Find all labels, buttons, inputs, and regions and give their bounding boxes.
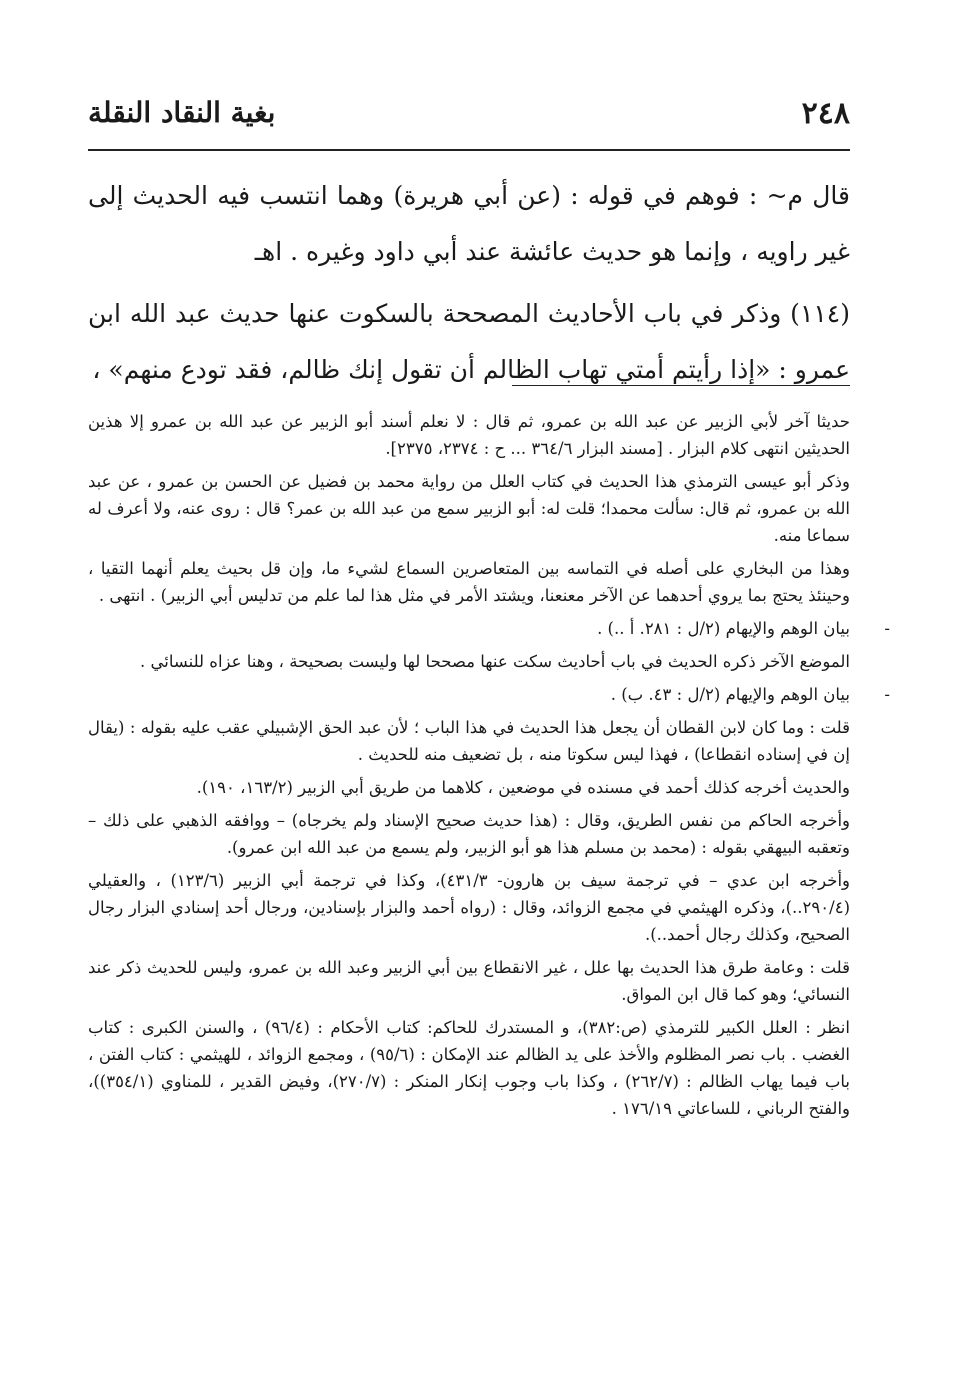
- footnote-separator: [512, 385, 850, 386]
- footnote-reference: بيان الوهم والإيهام (٢/ل : ٢٨١. أ ..) .: [597, 619, 850, 638]
- footnote-paragraph: وأخرجه الحاكم من نفس الطريق، وقال : (هذا حديث صحيح الإسناد ولم يخرجاه) – ووافقه الذهبي على ذلك – وتعقبه البيهقي بقوله : (محمد بن مسلم هذا هو أبو الزبير، ولم يسمع من عبد الله ابن عمرو).: [88, 811, 850, 857]
- footnote-paragraph: وأخرجه ابن عدي – في ترجمة سيف بن هارون- ٤٣١/٣)، وكذا في ترجمة أبي الزبير (١٢٣/٦) ، والعقيلي (٢٩٠/٤..)، وذكره الهيثمي في مجمع الزوائد، وقال : (رواه أحمد والبزار بإسنادين، ورجال أحد إسنادي البزار رجال الصحيح، وكذلك رجال أحمد..).: [88, 871, 850, 944]
- footnote-paragraph: حديثا آخر لأبي الزبير عن عبد الله بن عمرو، ثم قال : لا نعلم أسند أبو الزبير عن عبد الله بن عمرو إلا هذين الحديثين انتهى كلام البزار . [مسند البزار ٣٦٤/٦ ... ح : ٢٣٧٤، ٢٣٧٥].: [88, 412, 850, 458]
- main-text: [88, 168, 850, 404]
- footnote-paragraph: والحديث أخرجه كذلك أحمد في مسنده في موضعين ، كلاهما من طريق أبي الزبير (١٦٣/٢، ١٩٠).: [196, 778, 850, 797]
- footnote-bullet-item: [88, 615, 890, 642]
- main-paragraph: (١١٤) وذكر في باب الأحاديث المصححة بالسكوت عنها حديث عبد الله ابن عمرو : «إذا رأيتم أمتي تهاب الظالم أن تقول إنك ظالم، فقد تودع منهم» ،: [88, 299, 850, 384]
- footnote-paragraph: وذكر أبو عيسى الترمذي هذا الحديث في كتاب العلل من رواية محمد بن فضيل عن الحسن بن عمرو ، عن عبد الله بن عمرو، ثم قال: سألت محمدا؛ قلت له: أبو الزبير سمع من عبد الله بن عمر؟ قال : روى عنه، ولا أعرف له سماعا منه.: [88, 472, 850, 545]
- bullet-dash: -: [884, 619, 890, 638]
- footnote-paragraph: قلت : وعامة طرق هذا الحديث بها علل ، غير الانقطاع بين أبي الزبير وعبد الله بن عمرو، وليس للحديث ذكر عند النسائي؛ وهو كما قال ابن المواق.: [88, 958, 850, 1004]
- footnote-paragraph: وهذا من البخاري على أصله في التماسه بين المتعاصرين السماع لشيء ما، وإن قل بحيث يعلم أنهما التقيا ، وحينئذ يحتج بما يروي أحدهما عن الآخر معنعنا، ويشتد الأمر في مثل هذا لما علم من تدليس أبي الزبير) . انتهى .: [88, 559, 850, 605]
- footnote-bullet-item: [88, 681, 890, 708]
- footnote-reference: بيان الوهم والإيهام (٢/ل : ٤٣. ب) .: [610, 685, 850, 704]
- bullet-dash: -: [884, 685, 890, 704]
- header-rule: [88, 149, 850, 151]
- footnotes: [88, 408, 890, 1128]
- book-title: بغية النقاد النقلة: [88, 96, 276, 129]
- footnote-paragraph: قلت : وما كان لابن القطان أن يجعل هذا الحديث في هذا الباب ؛ لأن عبد الحق الإشبيلي عقب عليه بقوله : (يقال إن في إسناده انقطاعا) ، فهذا ليس سكوتا منه ، بل تضعيف منه للحديث .: [88, 718, 850, 764]
- footnote-paragraph: انظر : العلل الكبير للترمذي (ص:٣٨٢)، و المستدرك للحاكم: كتاب الأحكام : (٩٦/٤) ، والسنن الكبرى : كتاب الغضب . باب نصر المظلوم والأخذ على يد الظالم عند الإمكان : (٩٥/٦) ، ومجمع الزوائد ، للهيثمي : كتاب الفتن ، باب فيما يهاب الظالم : (٢٦٢/٧) ، وكذا باب وجوب إنكار المنكر : (٢٧٠/٧)، وفيض القدير ، للمناوي (٣٥٤/١))، والفتح الرباني ، للساعاتي ١٧٦/١٩ .: [88, 1018, 851, 1118]
- footnote-paragraph: الموضع الآخر ذكره الحديث في باب أحاديث سكت عنها مصححا لها وليست بصحيحة ، وهنا عزاه للنسائي .: [140, 652, 850, 671]
- page-header: [88, 92, 850, 142]
- main-paragraph: قال م~ : فوهم في قوله : (عن أبي هريرة) وهما انتسب فيه الحديث إلى غير راويه ، وإنما هو حديث عائشة عند أبي داود وغيره . اهـ: [88, 181, 850, 266]
- page-number: ٢٤٨: [801, 96, 850, 131]
